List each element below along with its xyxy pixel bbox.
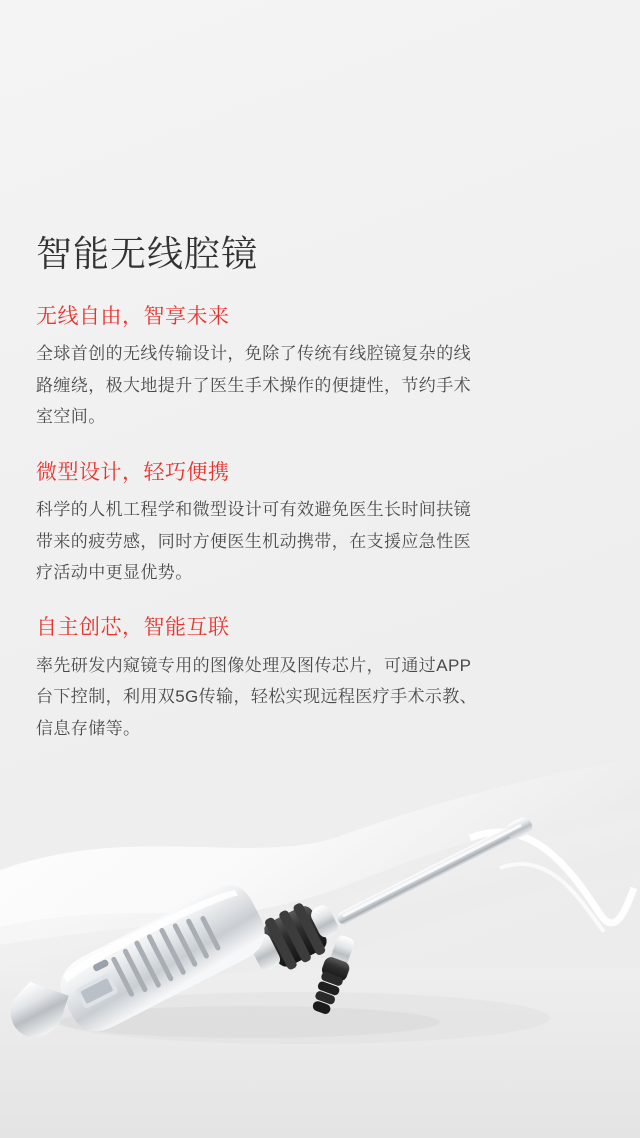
feature-body-1: 全球首创的无线传输设计，免除了传统有线腔镜复杂的线路缠绕，极大地提升了医生手术操作的便捷性，节约手术室空间。	[36, 344, 471, 427]
wireless-endoscope-icon	[0, 760, 640, 1100]
page-title: 智能无线腔镜	[36, 233, 259, 274]
feature-heading-1: 无线自由，智享未来	[36, 305, 230, 329]
feature-body-3: 率先研发内窥镜专用的图像处理及图传芯片，可通过APP台下控制，利用双5G传输，轻松实现远程医疗手术示教、信息存储等。	[36, 655, 478, 738]
background-swoosh-graphic	[0, 718, 640, 1138]
feature-section-3	[36, 614, 604, 744]
product-illustration	[0, 760, 640, 1100]
feature-section-1	[36, 303, 604, 433]
feature-body-2: 科学的人机工程学和微型设计可有效避免医生长时间扶镜带来的疲劳感，同时方便医生机动携带，在支援应急性医疗活动中更显优势。	[36, 500, 471, 582]
feature-heading-2: 微型设计，轻巧便携	[36, 460, 230, 484]
feature-section-2	[36, 459, 604, 589]
background-decoration	[0, 718, 640, 1138]
feature-heading-3: 自主创芯，智能互联	[36, 616, 230, 640]
